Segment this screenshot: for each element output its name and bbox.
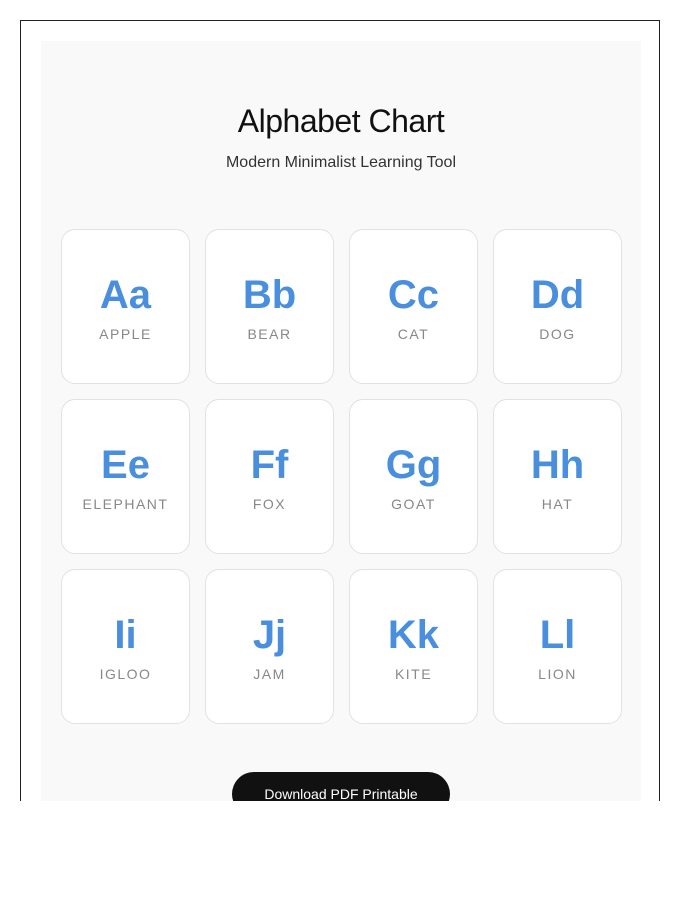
card-word: DOG bbox=[539, 326, 576, 342]
card-letter: Ee bbox=[101, 443, 150, 487]
letter-card-k[interactable] bbox=[349, 569, 478, 724]
card-word: FOX bbox=[252, 496, 287, 512]
alphabet-grid bbox=[61, 229, 621, 724]
card-letter: Gg bbox=[385, 443, 442, 487]
card-letter: Aa bbox=[99, 273, 152, 317]
letter-card-i[interactable] bbox=[61, 569, 190, 724]
letter-card-b[interactable] bbox=[205, 229, 334, 384]
card-word: JAM bbox=[253, 666, 286, 682]
card-word: CAT bbox=[397, 326, 430, 342]
card-letter: Ll bbox=[539, 613, 576, 657]
letter-card-j[interactable] bbox=[205, 569, 334, 724]
page-subtitle: Modern Minimalist Learning Tool bbox=[225, 154, 457, 171]
letter-card-a[interactable] bbox=[61, 229, 190, 384]
card-word: BEAR bbox=[247, 326, 292, 342]
card-word: KITE bbox=[394, 666, 433, 682]
card-word: LION bbox=[538, 666, 577, 682]
card-word: APPLE bbox=[99, 326, 152, 342]
card-word: GOAT bbox=[391, 496, 436, 512]
card-letter: Kk bbox=[387, 613, 440, 657]
browser-viewport bbox=[20, 20, 660, 801]
card-letter: Bb bbox=[242, 273, 297, 317]
letter-card-g[interactable] bbox=[349, 399, 478, 554]
card-letter: Ii bbox=[114, 613, 137, 657]
card-letter: Jj bbox=[252, 613, 287, 657]
letter-card-d[interactable] bbox=[493, 229, 622, 384]
letter-card-f[interactable] bbox=[205, 399, 334, 554]
letter-card-h[interactable] bbox=[493, 399, 622, 554]
card-letter: Dd bbox=[530, 273, 585, 317]
letter-card-l[interactable] bbox=[493, 569, 622, 724]
card-letter: Ff bbox=[250, 443, 289, 487]
card-letter: Cc bbox=[387, 273, 440, 317]
card-word: ELEPHANT bbox=[82, 496, 169, 512]
page-title: Alphabet Chart bbox=[237, 103, 445, 139]
letter-card-c[interactable] bbox=[349, 229, 478, 384]
card-letter: Hh bbox=[530, 443, 585, 487]
card-word: HAT bbox=[541, 496, 574, 512]
card-word: IGLOO bbox=[99, 666, 152, 682]
letter-card-e[interactable] bbox=[61, 399, 190, 554]
chart-container bbox=[41, 41, 641, 801]
download-pdf-button[interactable]: Download PDF Printable bbox=[232, 772, 450, 801]
